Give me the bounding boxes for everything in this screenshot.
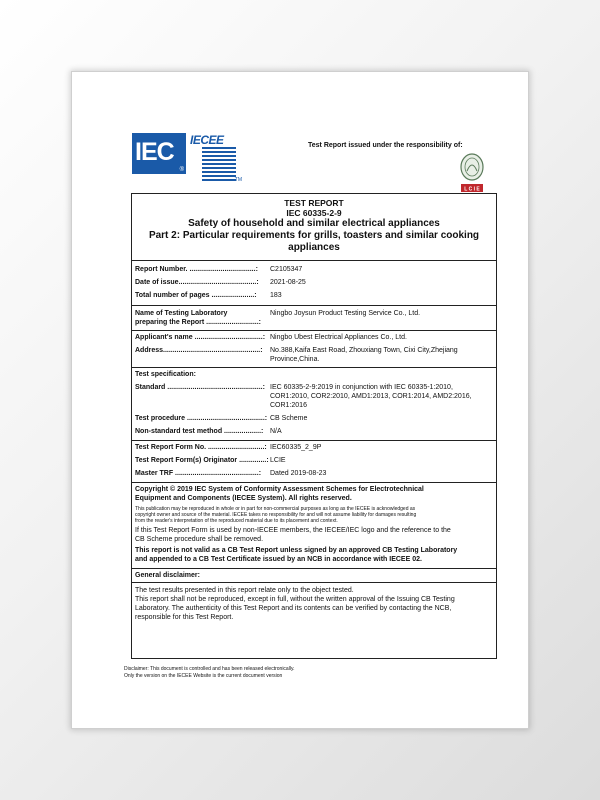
test-procedure: CB Scheme [270, 415, 308, 422]
lcie-seal-icon [457, 151, 487, 195]
test-spec-heading: Test specification: [135, 371, 196, 378]
lab-label-line2: preparing the Report ...........................: [135, 319, 262, 326]
non-standard-method: N/A [270, 428, 282, 435]
report-number: C2105347 [270, 266, 303, 273]
divider [132, 330, 496, 331]
applicant-name: Ningbo Ubest Electrical Appliances Co., Ltd. [270, 334, 407, 341]
issued-under-text: Test Report issued under the responsibility of: [308, 142, 463, 149]
total-pages-label: Total number of pages ......................: [135, 292, 257, 299]
date-of-issue: 2021-08-25 [270, 279, 306, 286]
divider [132, 305, 496, 306]
iec-logo: IEC ® [132, 133, 186, 174]
lab-name: Ningbo Joysun Product Testing Service Co., Ltd. [270, 310, 421, 317]
report-page [72, 72, 528, 728]
non-standard-method-label: Non-standard test method ...................: [135, 428, 264, 435]
lab-label-line1: Name of Testing Laboratory [135, 310, 228, 317]
master-trf-label: Master TRF ...........................................: [135, 470, 262, 477]
standard-label: Standard .................................................: [135, 384, 265, 391]
divider [132, 260, 496, 261]
test-procedure-label: Test procedure ........................................: [135, 415, 268, 422]
doc-part: Part 2: Particular requirements for grills, toasters and similar cooking [148, 230, 480, 241]
general-disclaimer-heading: General disclaimer: [135, 572, 200, 579]
divider [132, 582, 496, 583]
address-label: Address..................................................: [135, 347, 263, 354]
iecee-logo: IECEE TM [190, 133, 242, 183]
disclaimer-line4: responsible for this Test Report. [135, 614, 234, 621]
footer-disclaimer-line1: Disclaimer: This document is controlled and has been released electronically. [124, 666, 295, 672]
copyright-small-line1: This publication may be reproduced in whole or in part for non-commercial purposes as long as the IECEE is acknowledged as [135, 506, 416, 512]
copyright-line2: Equipment and Components (IECEE System). All rights reserved. [135, 495, 352, 502]
lcie-label: L C I E [464, 186, 480, 193]
applicant-name-label: Applicant's name ...................................: [135, 334, 266, 341]
doc-part-cont: appliances [288, 242, 340, 253]
iecee-stripes-icon [202, 147, 236, 181]
trf-originator: LCIE [270, 457, 286, 464]
doc-standard: IEC 60335-2-9 [286, 208, 342, 218]
copyright-small-line2: copyright owner and source of the material. IECEE takes no responsibility for and will not assume liability for damages resulting [135, 512, 417, 518]
copyright-line1: Copyright © 2019 IEC System of Conformity Assessment Schemes for Electrotechnical [135, 486, 424, 493]
logo-removal-line1: If this Test Report Form is used by non-IECEE members, the IECEE/IEC logo and the reference to the [135, 527, 451, 534]
registered-mark: ® [179, 167, 184, 173]
doc-title: TEST REPORT [284, 198, 344, 208]
copyright-small-line3: from the reader's interpretation of the reproduced material due to its placement and context. [135, 518, 338, 524]
trf-number: IEC60335_2_9P [270, 444, 322, 451]
validity-warning-line2: and appended to a CB Test Certificate issued by an NCB in accordance with IECEE 02. [135, 556, 422, 563]
divider [132, 568, 496, 569]
trademark-mark: TM [234, 177, 242, 183]
logo-removal-line2: CB Scheme procedure shall be removed. [135, 536, 264, 543]
validity-warning-line1: This report is not valid as a CB Test Report unless signed by an approved CB Testing Laboratory [135, 547, 458, 554]
trf-originator-label: Test Report Form(s) Originator ..............: [135, 457, 269, 464]
report-content-box [131, 193, 497, 659]
total-pages: 183 [270, 292, 282, 299]
address-line1: No.388,Kaifa East Road, Zhouxiang Town, Cixi City,Zhejiang [270, 347, 458, 354]
divider [132, 482, 496, 483]
standard-line1: IEC 60335-2-9:2019 in conjunction with IEC 60335-1:2010, [270, 384, 453, 391]
disclaimer-line2: This report shall not be reproduced, except in full, without the written approval of the Issuing CB Testing [135, 596, 455, 603]
address-line2: Province,China. [270, 356, 320, 363]
report-number-label: Report Number. ..................................: [135, 266, 258, 273]
divider [132, 367, 496, 368]
disclaimer-line3: Laboratory. The authenticity of this Test Report and its contents can be verified by contacting the NCB, [135, 605, 452, 612]
date-of-issue-label: Date of issue........................................: [135, 279, 259, 286]
doc-subject: Safety of household and similar electrical appliances [188, 218, 440, 229]
trf-number-label: Test Report Form No. .............................: [135, 444, 267, 451]
footer-disclaimer-line2: Only the version on the IECEE Website is the current document version [124, 673, 283, 679]
disclaimer-line1: The test results presented in this report relate only to the object tested. [135, 587, 354, 594]
divider [132, 440, 496, 441]
standard-line2: COR1:2010, COR2:2010, AMD1:2013, COR1:2014, AMD2:2016, [270, 393, 472, 400]
standard-line3: COR1:2016 [270, 402, 307, 409]
master-trf: Dated 2019-08-23 [270, 470, 327, 477]
